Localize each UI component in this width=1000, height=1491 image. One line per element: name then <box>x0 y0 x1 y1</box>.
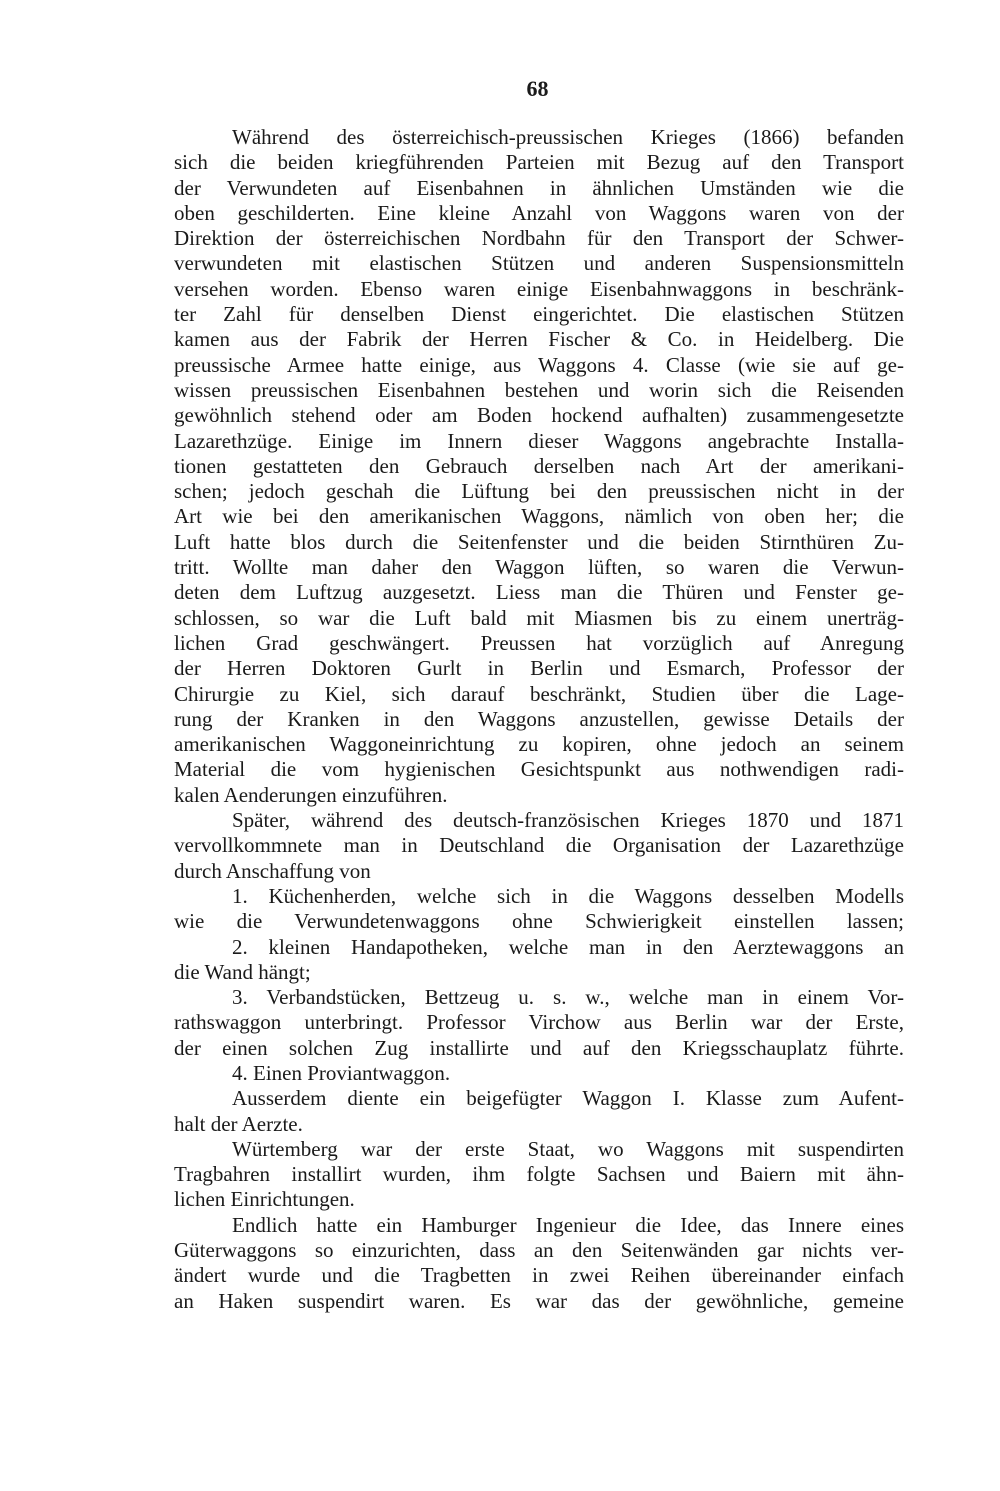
text-line: kalen Aenderungen einzuführen. <box>174 782 448 807</box>
text-line: lichen Einrichtungen. <box>174 1187 355 1212</box>
text-line: Art wie bei den amerikanischen Waggons, nämlich von oben her; die <box>174 504 904 529</box>
text-line: wissen preussischen Eisenbahnen bestehen und worin sich die Reisenden <box>174 377 904 402</box>
body-text <box>174 125 904 1314</box>
text-line: durch Anschaffung von <box>174 858 371 883</box>
text-line: preussische Armee hatte einige, aus Waggons 4. Classe (wie sie auf ge- <box>174 352 904 377</box>
page-number: 68 <box>526 76 549 101</box>
text-line: tritt. Wollte man daher den Waggon lüften, so waren die Verwun- <box>174 555 904 580</box>
text-line: versehen worden. Ebenso waren einige Eisenbahnwaggons in beschränk- <box>174 276 904 301</box>
text-line: die Wand hängt; <box>174 959 311 984</box>
text-line: rathswaggon unterbringt. Professor Virchow aus Berlin war der Erste, <box>174 1010 904 1035</box>
text-line: gewöhnlich stehend oder am Boden hockend aufhalten) zusammengesetzte <box>174 403 904 428</box>
text-line: Würtemberg war der erste Staat, wo Waggons mit suspendirten <box>232 1136 904 1161</box>
text-line: amerikanischen Waggoneinrichtung zu kopiren, ohne jedoch an seinem <box>174 732 904 757</box>
text-line: ter Zahl für denselben Dienst eingerichtet. Die elastischen Stützen <box>174 302 904 327</box>
text-line: ändert wurde und die Tragbetten in zwei Reihen übereinander einfach <box>174 1263 904 1288</box>
text-line: der Verwundeten auf Eisenbahnen in ähnlichen Umständen wie die <box>174 175 904 200</box>
text-line: Material die vom hygienischen Gesichtspunkt aus nothwendigen radi- <box>174 757 904 782</box>
list-item-line: 2. kleinen Handapotheken, welche man in den Aerztewaggons an <box>232 934 904 959</box>
text-line: schlossen, so war die Luft bald mit Miasmen bis zu einem unerträg- <box>174 605 904 630</box>
text-line: rung der Kranken in den Waggons anzustellen, gewisse Details der <box>174 706 904 731</box>
text-line: an Haken suspendirt waren. Es war das der gewöhnliche, gemeine <box>174 1288 904 1313</box>
text-line: Ausserdem diente ein beigefügter Waggon I. Klasse zum Aufent- <box>232 1086 904 1111</box>
text-line: oben geschilderten. Eine kleine Anzahl von Waggons waren von der <box>174 200 904 225</box>
text-line: Lazarethzüge. Einige im Innern dieser Waggons angebrachte Installa- <box>174 428 904 453</box>
text-line: Später, während des deutsch-französischen Krieges 1870 und 1871 <box>232 808 904 833</box>
text-line: wie die Verwundetenwaggons ohne Schwierigkeit einstellen lassen; <box>174 909 904 934</box>
list-item-line: 4. Einen Proviantwaggon. <box>232 1060 451 1085</box>
text-line: kamen aus der Fabrik der Herren Fischer & Co. in Heidelberg. Die <box>174 327 904 352</box>
text-line: verwundeten mit elastischen Stützen und anderen Suspensionsmitteln <box>174 251 904 276</box>
text-line: tionen gestatteten den Gebrauch derselben nach Art der amerikani- <box>174 453 904 478</box>
text-line: schen; jedoch geschah die Lüftung bei den preussischen nicht in der <box>174 479 904 504</box>
text-line: halt der Aerzte. <box>174 1111 303 1136</box>
text-line: Chirurgie zu Kiel, sich darauf beschränkt, Studien über die Lage- <box>174 681 904 706</box>
text-line: Luft hatte blos durch die Seitenfenster und die beiden Stirnthüren Zu- <box>174 529 904 554</box>
text-line: Güterwaggons so einzurichten, dass an den Seitenwänden gar nichts ver- <box>174 1238 904 1263</box>
text-line: vervollkommnete man in Deutschland die Organisation der Lazarethzüge <box>174 833 904 858</box>
text-line: lichen Grad geschwängert. Preussen hat vorzüglich auf Anregung <box>174 630 904 655</box>
text-line: Direktion der österreichischen Nordbahn für den Transport der Schwer- <box>174 226 904 251</box>
list-item-line: 1. Küchenherden, welche sich in die Waggons desselben Modells <box>232 883 904 908</box>
text-line: Während des österreichisch-preussischen Krieges (1866) befanden <box>232 125 904 149</box>
list-item-line: 3. Verbandstücken, Bettzeug u. s. w., welche man in einem Vor- <box>232 985 904 1010</box>
text-line: Tragbahren installirt wurden, ihm folgte Sachsen und Baiern mit ähn- <box>174 1162 904 1187</box>
text-line: Endlich hatte ein Hamburger Ingenieur die Idee, das Innere eines <box>232 1212 904 1237</box>
text-line: der Herren Doktoren Gurlt in Berlin und Esmarch, Professor der <box>174 656 904 681</box>
text-line: der einen solchen Zug installirte und auf den Kriegsschauplatz führte. <box>174 1035 904 1060</box>
text-line: deten dem Luftzug auzgesetzt. Liess man die Thüren und Fenster ge- <box>174 580 904 605</box>
text-line: sich die beiden kriegführenden Parteien mit Bezug auf den Transport <box>174 150 904 175</box>
